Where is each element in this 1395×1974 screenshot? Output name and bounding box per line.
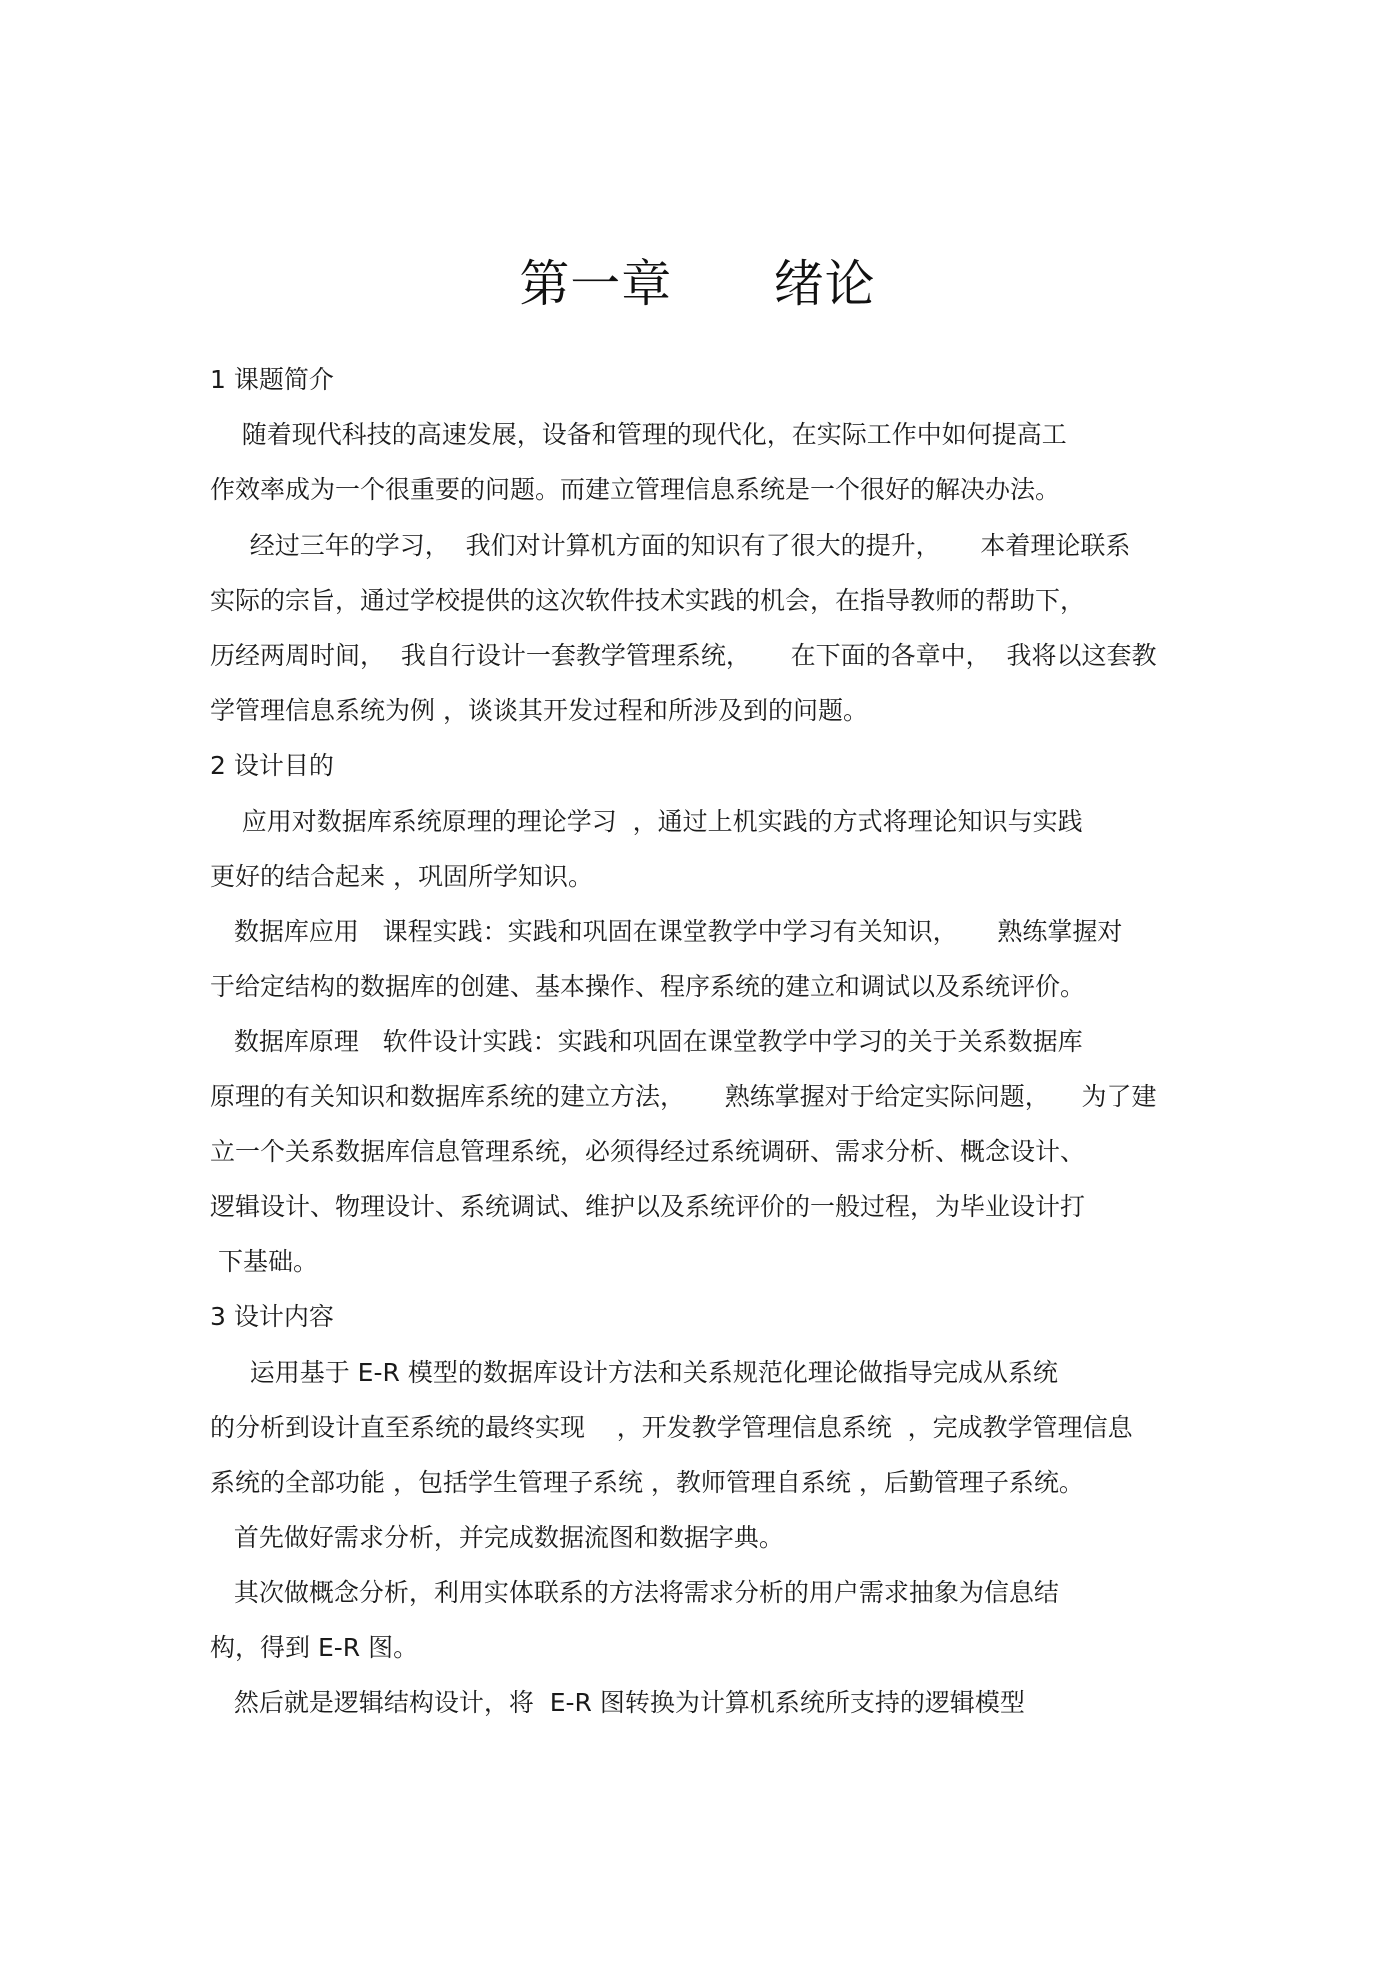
- paragraph-line: 应用对数据库系统原理的理论学习 ，通过上机实践的方式将理论知识与实践: [210, 807, 1083, 836]
- paragraph-line: 更好的结合起来 ，巩固所学知识。: [210, 862, 593, 891]
- section-heading-topic-intro: 1 课题简介: [210, 365, 334, 394]
- paragraph-line: 历经两周时间， 我自行设计一套教学管理系统， 在下面的各章中， 我将以这套教: [210, 641, 1157, 670]
- section-heading-design-content: 3 设计内容: [210, 1302, 334, 1331]
- section-heading-design-purpose: 2 设计目的: [210, 751, 334, 780]
- paragraph-line: 于给定结构的数据库的创建、基本操作、程序系统的建立和调试以及系统评价。: [210, 972, 1086, 1001]
- paragraph-line: 作效率成为一个很重要的问题。而建立管理信息系统是一个很好的解决办法。: [210, 475, 1061, 504]
- paragraph-line: 运用基于 E-R 模型的数据库设计方法和关系规范化理论做指导完成从系统: [210, 1358, 1058, 1387]
- chapter-title: 第一章 绪论: [519, 255, 876, 313]
- paragraph-line: 其次做概念分析，利用实体联系的方法将需求分析的用户需求抽象为信息结: [210, 1578, 1059, 1607]
- paragraph-line: 构，得到 E-R 图。: [210, 1633, 419, 1662]
- paragraph-line: 原理的有关知识和数据库系统的建立方法， 熟练掌握对于给定实际问题， 为了建: [210, 1082, 1157, 1111]
- paragraph-line: 学管理信息系统为例 ，谈谈其开发过程和所涉及到的问题。: [210, 696, 868, 725]
- paragraph-line: 下基础。: [210, 1247, 318, 1276]
- paragraph-line: 然后就是逻辑结构设计，将 E-R 图转换为计算机系统所支持的逻辑模型: [210, 1688, 1025, 1717]
- paragraph-line: 随着现代科技的高速发展，设备和管理的现代化，在实际工作中如何提高工: [210, 420, 1067, 449]
- paragraph-line: 实际的宗旨，通过学校提供的这次软件技术实践的机会，在指导教师的帮助下，: [210, 586, 1086, 615]
- paragraph-line: 系统的全部功能 ，包括学生管理子系统 ，教师管理自系统 ，后勤管理子系统。: [210, 1468, 1084, 1497]
- paragraph-line: 首先做好需求分析，并完成数据流图和数据字典。: [210, 1523, 784, 1552]
- paragraph-line: 经过三年的学习， 我们对计算机方面的知识有了很大的提升， 本着理论联系: [210, 531, 1131, 560]
- paragraph-line: 数据库原理 软件设计实践：实践和巩固在课堂教学中学习的关于关系数据库: [210, 1027, 1083, 1056]
- paragraph-line: 数据库应用 课程实践：实践和巩固在课堂教学中学习有关知识， 熟练掌握对: [210, 917, 1123, 946]
- paragraph-line: 逻辑设计、物理设计、系统调试、维护以及系统评价的一般过程，为毕业设计打: [210, 1192, 1086, 1221]
- paragraph-line: 立一个关系数据库信息管理系统，必须得经过系统调研、需求分析、概念设计、: [210, 1137, 1086, 1166]
- paragraph-line: 的分析到设计直至系统的最终实现 ，开发教学管理信息系统 ，完成教学管理信息: [210, 1413, 1133, 1442]
